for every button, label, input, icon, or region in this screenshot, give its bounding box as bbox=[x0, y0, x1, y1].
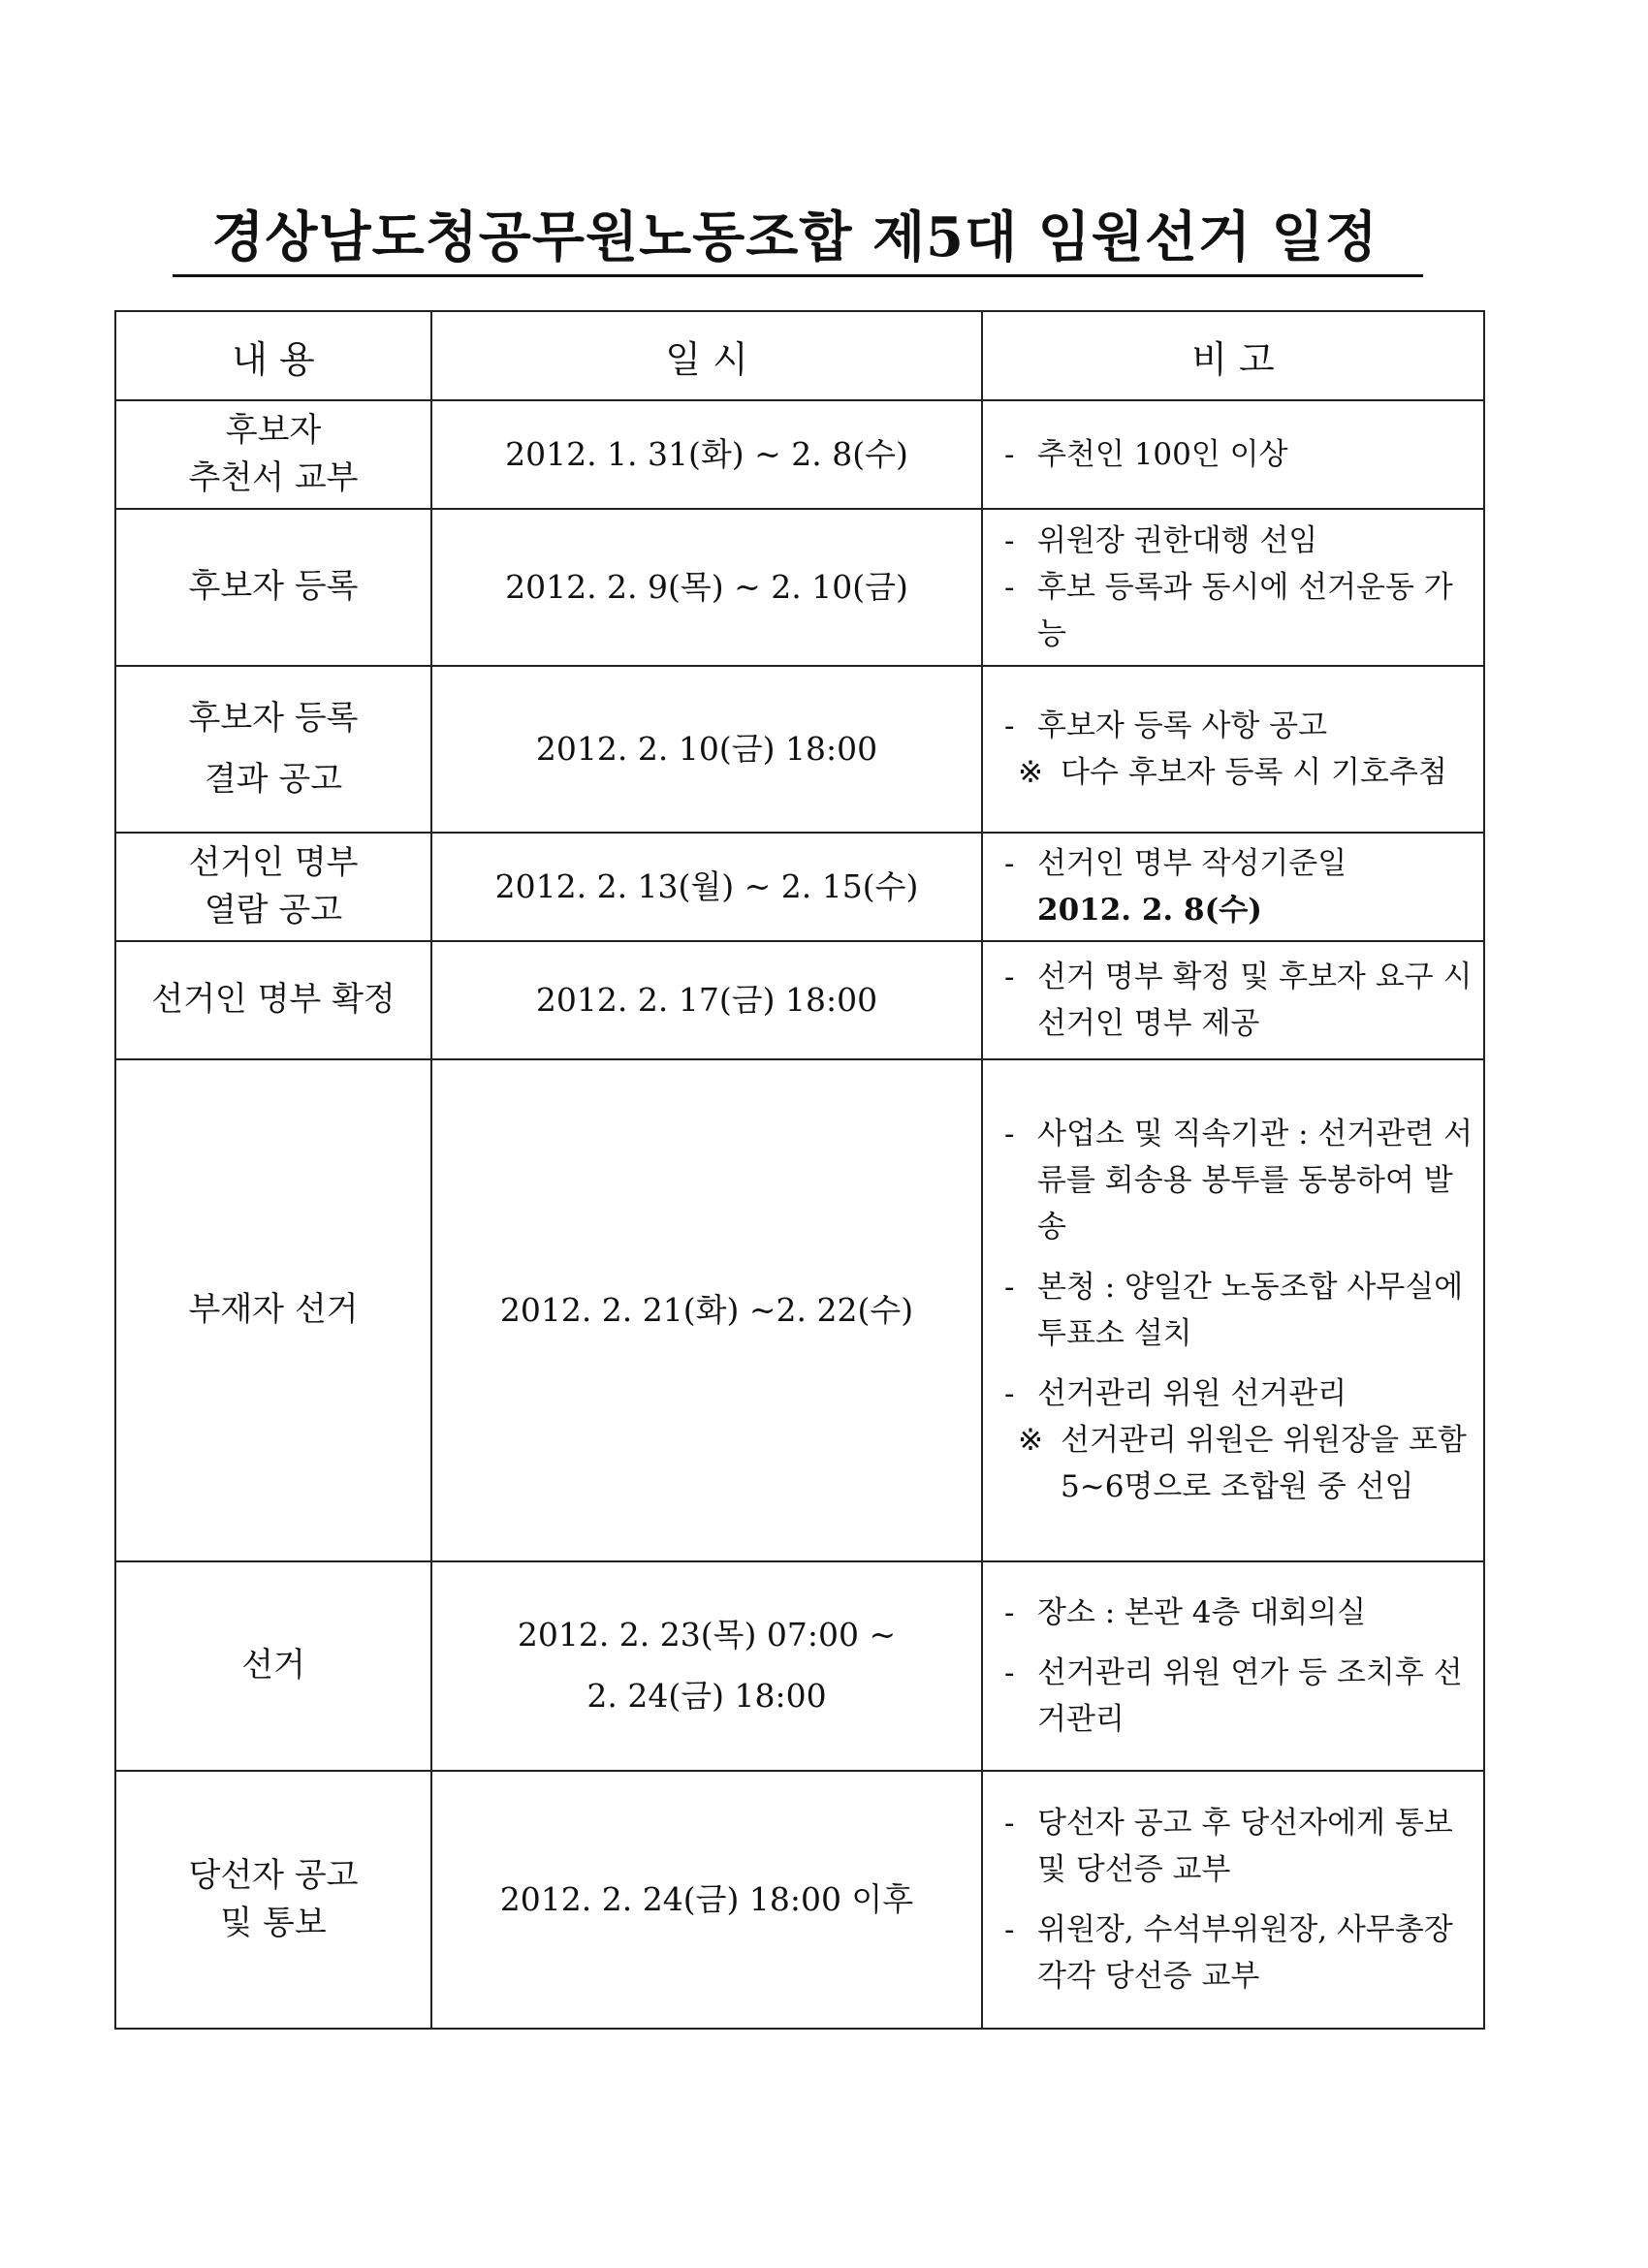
note-line: - 선거인 명부 작성기준일 bbox=[1000, 840, 1475, 887]
note-reference: ※ 다수 후보자 등록 시 기호추첨 bbox=[1000, 749, 1475, 796]
date-cell: 2012. 2. 13(월) ~ 2. 15(수) bbox=[431, 833, 982, 941]
table-row bbox=[115, 400, 1484, 509]
date-cell: 2012. 2. 10(금) 18:00 bbox=[431, 666, 982, 833]
item-cell: 선거인 명부 열람 공고 bbox=[115, 833, 431, 941]
date-cell: 2012. 2. 9(목) ~ 2. 10(금) bbox=[431, 509, 982, 666]
note-cell bbox=[982, 1561, 1484, 1771]
table-row bbox=[115, 1771, 1484, 2029]
table-header-row bbox=[115, 311, 1484, 400]
item-cell: 후보자 추천서 교부 bbox=[115, 400, 431, 509]
note-cell bbox=[982, 1059, 1484, 1561]
table-row bbox=[115, 941, 1484, 1059]
note-line: - 추천인 100인 이상 bbox=[1000, 431, 1475, 478]
note-line: - 선거관리 위원 선거관리 bbox=[1000, 1370, 1475, 1417]
table-row bbox=[115, 833, 1484, 941]
note-line: - 위원장 권한대행 선임 bbox=[1000, 518, 1475, 564]
title-underline bbox=[173, 274, 1423, 277]
table-row bbox=[115, 1561, 1484, 1771]
item-cell: 선거인 명부 확정 bbox=[115, 941, 431, 1059]
note-line: - 선거 명부 확정 및 후보자 요구 시 선거인 명부 제공 bbox=[1000, 954, 1475, 1047]
note-cell bbox=[982, 941, 1484, 1059]
note-line: - 위원장, 수석부위원장, 사무총장 각각 당선증 교부 bbox=[1000, 1906, 1475, 2000]
note-reference: ※ 선거관리 위원은 위원장을 포함 5~6명으로 조합원 중 선임 bbox=[1000, 1417, 1475, 1510]
header-item: 내 용 bbox=[115, 311, 431, 400]
item-cell: 선거 bbox=[115, 1561, 431, 1771]
note-line: - 후보 등록과 동시에 선거운동 가능 bbox=[1000, 564, 1475, 657]
note-cell bbox=[982, 833, 1484, 941]
note-line: - 선거관리 위원 연가 등 조치후 선거관리 bbox=[1000, 1650, 1475, 1743]
note-cell bbox=[982, 666, 1484, 833]
date-cell: 2012. 2. 23(목) 07:00 ~ 2. 24(금) 18:00 bbox=[431, 1561, 982, 1771]
item-cell: 후보자 등록 결과 공고 bbox=[115, 666, 431, 833]
schedule-table bbox=[114, 310, 1485, 2030]
date-cell: 2012. 1. 31(화) ~ 2. 8(수) bbox=[431, 400, 982, 509]
date-cell: 2012. 2. 21(화) ~2. 22(수) bbox=[431, 1059, 982, 1561]
note-line: - 사업소 및 직속기관 : 선거관련 서류를 회송용 봉투를 동봉하여 발송 bbox=[1000, 1111, 1475, 1250]
date-cell: 2012. 2. 17(금) 18:00 bbox=[431, 941, 982, 1059]
page-title: 경상남도청공무원노동조합 제5대 임원선거 일정 bbox=[211, 205, 1379, 269]
item-cell: 당선자 공고 및 통보 bbox=[115, 1771, 431, 2029]
note-line: - 당선자 공고 후 당선자에게 통보 및 당선증 교부 bbox=[1000, 1800, 1475, 1893]
note-line: - 장소 : 본관 4층 대회의실 bbox=[1000, 1590, 1475, 1636]
item-cell: 후보자 등록 bbox=[115, 509, 431, 666]
table-row bbox=[115, 666, 1484, 833]
header-date: 일 시 bbox=[431, 311, 982, 400]
header-note: 비 고 bbox=[982, 311, 1484, 400]
table-row bbox=[115, 1059, 1484, 1561]
item-cell: 부재자 선거 bbox=[115, 1059, 431, 1561]
note-line: - 본청 : 양일간 노동조합 사무실에 투표소 설치 bbox=[1000, 1264, 1475, 1357]
table-row bbox=[115, 509, 1484, 666]
note-cell bbox=[982, 400, 1484, 509]
note-subline: 2012. 2. 8(수) bbox=[1037, 893, 1262, 928]
date-cell: 2012. 2. 24(금) 18:00 이후 bbox=[431, 1771, 982, 2029]
note-cell bbox=[982, 509, 1484, 666]
note-cell bbox=[982, 1771, 1484, 2029]
note-line: - 후보자 등록 사항 공고 bbox=[1000, 703, 1475, 749]
